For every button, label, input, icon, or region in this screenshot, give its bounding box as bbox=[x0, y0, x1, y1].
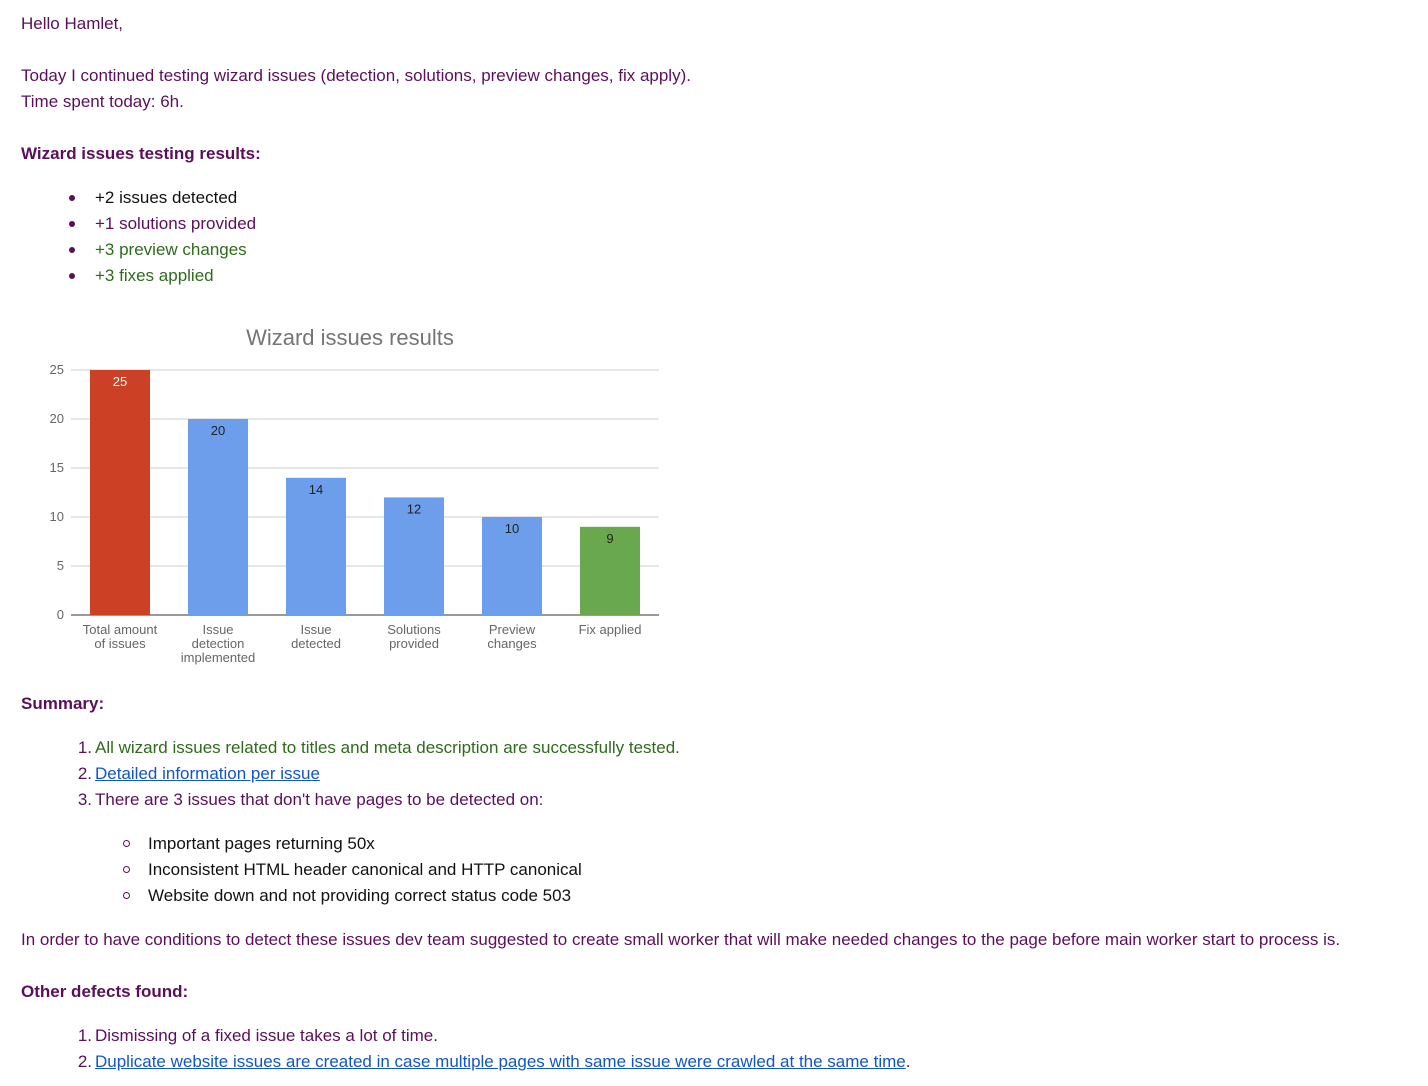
greeting: Hello Hamlet, bbox=[21, 14, 124, 33]
results-item: +3 preview changes bbox=[95, 240, 247, 259]
x-tick-label: implemented bbox=[180, 650, 256, 665]
results-item: +2 issues detected bbox=[95, 188, 238, 207]
bar-value-label: 20 bbox=[210, 423, 226, 438]
bar bbox=[188, 419, 248, 615]
bar-value-label: 10 bbox=[504, 521, 520, 536]
results-item: +1 solutions provided bbox=[95, 214, 257, 233]
summary-subitem: Website down and not providing correct status code 503 bbox=[148, 886, 572, 905]
x-tick-label: Preview bbox=[488, 622, 536, 637]
bullet-icon bbox=[69, 247, 75, 253]
circle-bullet-icon bbox=[123, 866, 130, 873]
bullet-icon bbox=[69, 221, 75, 227]
results-heading: Wizard issues testing results: bbox=[21, 144, 261, 163]
y-tick-label: 5 bbox=[56, 558, 64, 573]
summary-heading: Summary: bbox=[21, 694, 105, 713]
bullet-icon bbox=[69, 195, 75, 201]
y-tick-label: 10 bbox=[49, 509, 64, 524]
x-tick-label: Issue bbox=[202, 622, 234, 637]
list-number: 3. bbox=[77, 790, 92, 809]
x-tick-label: Solutions bbox=[387, 622, 441, 637]
bar-chart bbox=[0, 315, 700, 675]
x-tick-label: detection bbox=[191, 636, 245, 651]
circle-bullet-icon bbox=[123, 892, 130, 899]
y-tick-label: 20 bbox=[49, 411, 64, 426]
defect-item-row bbox=[95, 1052, 910, 1072]
summary-subitem: Inconsistent HTML header canonical and HTTP canonical bbox=[148, 860, 582, 879]
bar-value-label: 25 bbox=[112, 374, 128, 389]
defects-heading: Other defects found: bbox=[21, 982, 189, 1001]
x-tick-label: provided bbox=[389, 636, 439, 651]
x-tick-label: Fix applied bbox=[578, 622, 642, 637]
defect-item: Dismissing of a fixed issue takes a lot of time. bbox=[95, 1026, 438, 1045]
y-tick-label: 15 bbox=[49, 460, 64, 475]
summary-item: All wizard issues related to titles and meta description are successfully tested. bbox=[95, 738, 680, 757]
bar-value-label: 14 bbox=[308, 481, 324, 497]
summary-paragraph: In order to have conditions to detect these issues dev team suggested to create small worker that will make needed changes to the page before main worker start to process is. bbox=[21, 930, 1341, 949]
detailed-info-link[interactable]: Detailed information per issue bbox=[95, 764, 320, 783]
defect-trailing-period: . bbox=[905, 1052, 911, 1071]
list-number: 1. bbox=[77, 1026, 92, 1045]
y-tick-label: 0 bbox=[56, 607, 64, 622]
x-tick-label: Total amount bbox=[82, 622, 158, 637]
bar bbox=[286, 478, 346, 615]
list-number: 1. bbox=[77, 738, 92, 757]
summary-item: There are 3 issues that don't have pages to be detected on: bbox=[95, 790, 544, 809]
intro-line-2: Time spent today: 6h. bbox=[21, 92, 184, 111]
circle-bullet-icon bbox=[123, 840, 130, 847]
bar-value-label: 9 bbox=[606, 530, 614, 546]
y-tick-label: 25 bbox=[49, 362, 64, 377]
x-tick-label: Issue bbox=[300, 622, 332, 637]
list-number: 2. bbox=[77, 1052, 92, 1071]
intro-line-1: Today I continued testing wizard issues (detection, solutions, preview changes, fix apply). bbox=[21, 66, 691, 85]
chart-title: Wizard issues results bbox=[246, 325, 454, 350]
x-tick-label: detected bbox=[291, 636, 341, 651]
duplicate-issues-link[interactable]: Duplicate website issues are created in case multiple pages with same issue were crawled at the same time bbox=[95, 1052, 906, 1071]
list-number: 2. bbox=[77, 764, 92, 783]
x-tick-label: changes bbox=[487, 636, 537, 651]
bar bbox=[90, 370, 150, 615]
bar-value-label: 12 bbox=[406, 501, 422, 517]
x-tick-label: of issues bbox=[94, 636, 146, 651]
bullet-icon bbox=[69, 273, 75, 279]
results-item: +3 fixes applied bbox=[95, 266, 214, 285]
summary-subitem: Important pages returning 50x bbox=[148, 834, 375, 853]
